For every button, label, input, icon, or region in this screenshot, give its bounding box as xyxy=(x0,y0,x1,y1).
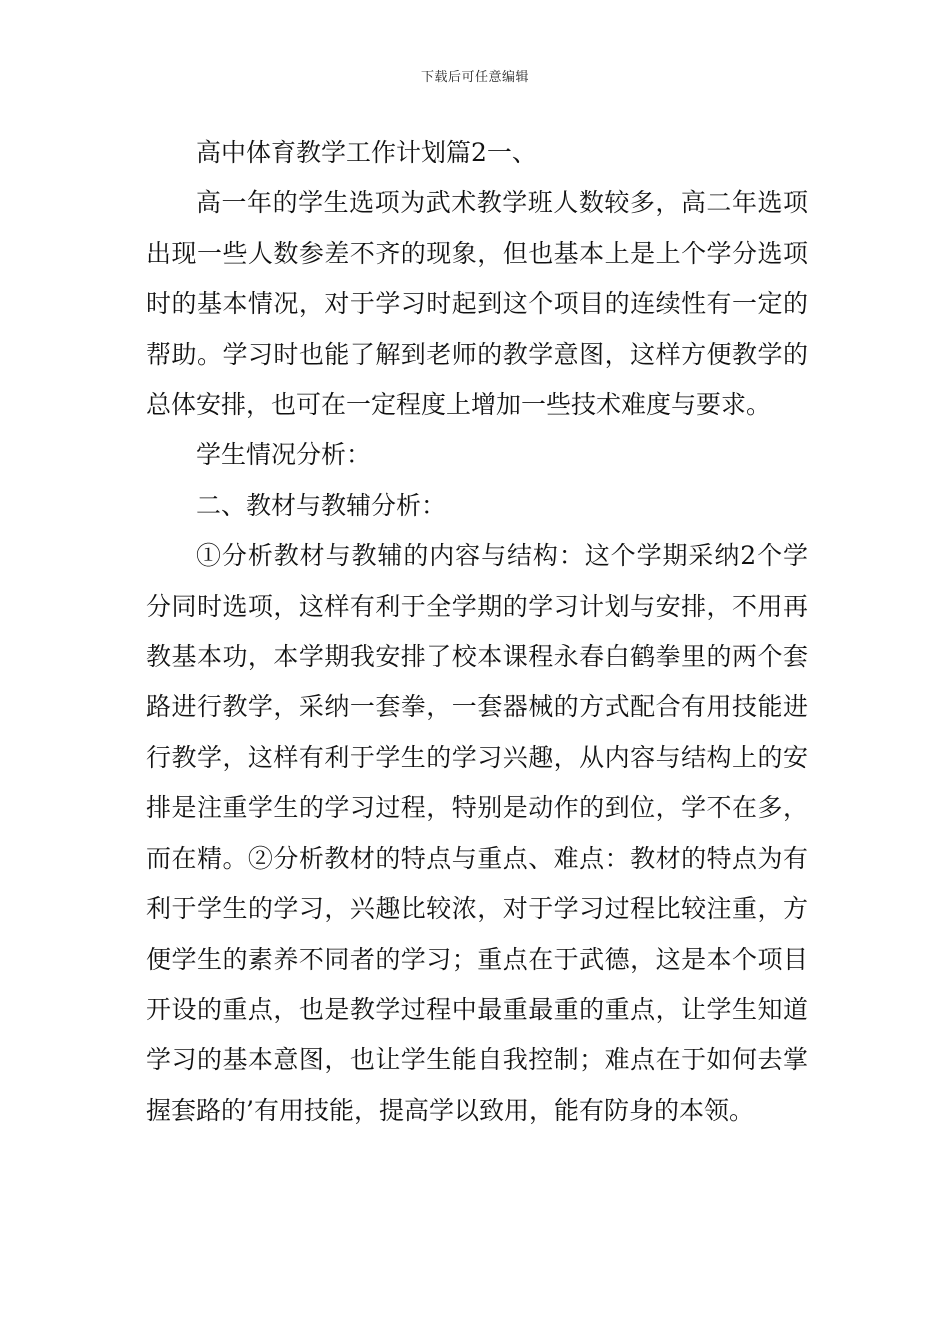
document-body xyxy=(146,128,808,1136)
paragraph-textbook-heading: 二、教材与教辅分析： xyxy=(196,490,447,520)
page-header-note: 下载后可任意编辑 xyxy=(420,70,529,85)
paragraph-student-analysis-heading: 学生情况分析： xyxy=(196,440,372,470)
paragraph-textbook-analysis: ①分析教材与教辅的内容与结构：这个学期采纳2个学分同时选项，这样有利于全学期的学习计划与安排，不用再教基本功，本学期我安排了校本课程永春白鹤拳里的两个套路进行教学，采纳一套拳，一套器械的方式配合有用技能进行教学，这样有利于学生的学习兴趣，从内容与结构上的安排是注重学生的学习过程，特别是动作的到位，学不在多，而在精。②分析教材的特点与重点、难点：教材的特点为有利于学生的学习，兴趣比较浓，对于学习过程比较注重，方便学生的素养不同者的学习；重点在于武德，这是本个项目开设的重点，也是教学过程中最重最重的重点，让学生知道学习的基本意图，也让学生能自我控制；难点在于如何去掌握套路的’有用技能，提高学以致用，能有防身的本领。 xyxy=(146,541,808,1125)
paragraph-student-selection: 高一年的学生选项为武术教学班人数较多，高二年选项出现一些人数参差不齐的现象，但也基本上是上个学分选项时的基本情况，对于学习时起到这个项目的连续性有一定的帮助。学习时也能了解到老师的教学意图，这样方便教学的总体安排，也可在一定程度上增加一些技术难度与要求。 xyxy=(146,188,808,420)
paragraph-title: 高中体育教学工作计划篇2一、 xyxy=(196,138,537,167)
